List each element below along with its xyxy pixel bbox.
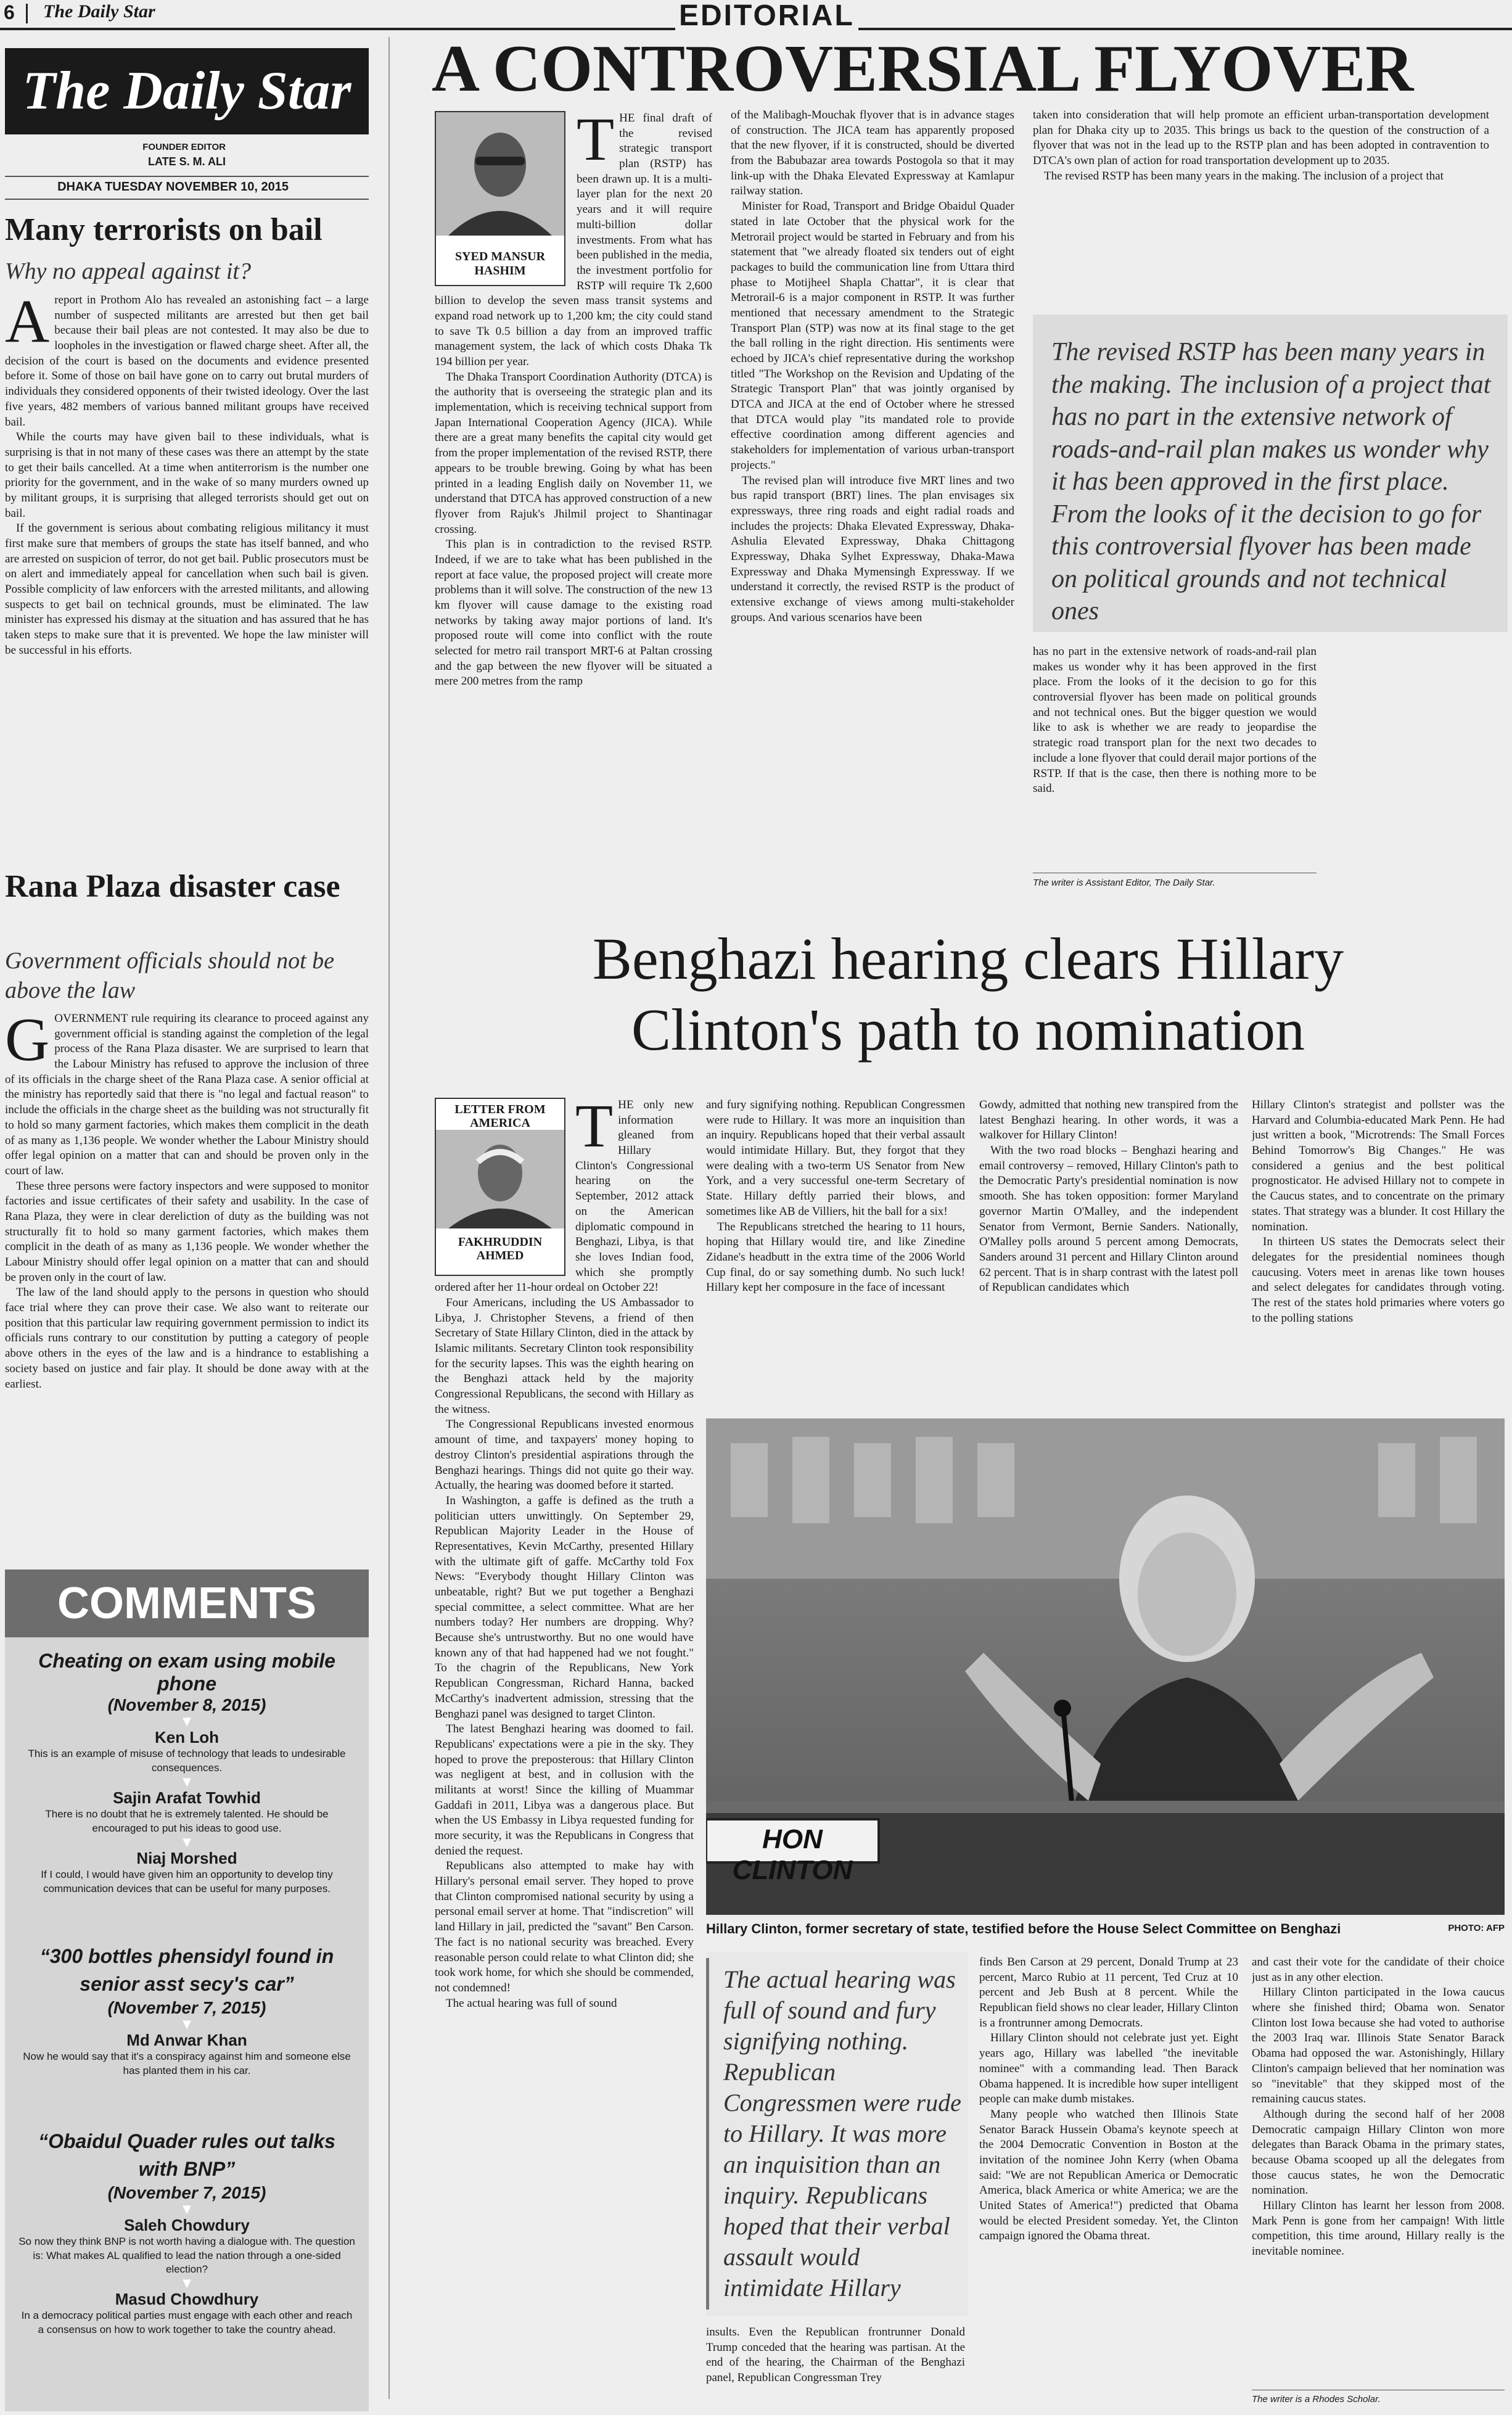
chevron-down-icon: ▼ [183, 2277, 191, 2290]
paragraph: has no part in the extensive network of roads-and-rail plan makes us wonder why it has been approved in the first place. From the looks of it the decision to go for this controversial flyover has been made on political grounds and not technical ones. But the bigger question we would like to ask is whether we are ready to jeopardise the strategic road transport plan for the next two decades to include a lone flyover that could derail major portions of the RSTP. If that is the case, then there is nothing more to be said. [1033, 645, 1317, 796]
paragraph: Many people who watched then Illinois State Senator Barack Hussein Obama's keynote speech at the 2004 Democratic Convention in Boston at the invitation of the nominee John Kerry (when Obama said: "We are not Republican America or Democratic America, black America or white America; we are the United States of America!") predicted that Obama would be elected President someday. Yet, the Clinton campaign ignored the Obama threat. [979, 2107, 1238, 2243]
flyover-headline: A CONTROVERSIAL FLYOVER [432, 32, 1414, 105]
commenter-name: Niaj Morshed [136, 1848, 237, 1867]
photo-spacer [435, 111, 577, 291]
paragraph: The Dhaka Transport Coordination Authority (DTCA) is the authority that is overseeing the strategic plan and its implementation, which is receiving technical support from Japan International Cooperation Agency (JICA). While there are a great many benefits the capital city would get from the proper implementation of the revised RSTP, there appears to be trouble brewing. Going by what has been printed in a leading English daily on November 11, we understand that DTCA has approved construction of a new flyover from Rajuk's Jhilmil project to Shantinagar crossing. [435, 370, 712, 536]
benghazi-column-4-top [1252, 1098, 1505, 1400]
paragraph: If the government is serious about combating religious militancy it must first make sure that members of groups the state has itself banned, and who are arrested on suspicion of terror, do not get bail. Public prosecutors must be on alert and immediately appeal for cancellation when such bail is given. Possible complicity of law enforcers with the arrested militants, and allowing suspects to get bail on technical grounds, must be eliminated. The law minister has expressed his dismay at the situation and has assured that he has taken steps to make sure that it is prevented. We hope the law minister will be successful in his efforts. [5, 522, 369, 657]
paragraph: Although during the second half of her 2008 Democratic campaign Hillary Clinton won more delegates than Barack Obama in the primary states, because Obama scooped up all the delegates from those caucus states, he won the Democratic nomination. [1252, 2107, 1505, 2197]
page-number: 6 [4, 1, 15, 23]
flyover-column-3-top [1033, 108, 1489, 305]
pull-quote: The actual hearing was full of sound and fury signifying nothing. Republican Congressmen were rude to Hillary. It was more an inquisition than an inquiry. Republicans hoped that their verbal assault would intimidate Hillary [723, 1965, 961, 2302]
quote-bar [706, 1958, 709, 2310]
comment-date: (November 7, 2015) [107, 2183, 266, 2202]
chevron-down-icon: ▼ [183, 1835, 191, 1849]
benghazi-headline-line2: Clinton's path to nomination [631, 997, 1305, 1063]
paragraph: HE only new information gleaned from Hillary Clinton's Congressional hearing on the September, 2012 attack on the American diplomatic compound in Benghazi, Libya, is that she loves Indian food, which she promptly ordered after her 11-hour ordeal on October 22! [435, 1098, 694, 1294]
paragraph: Hillary Clinton should not celebrate just yet. Eight years ago, Hillary was labelled "the inevitable nominee" with a commanding lead. Then Barack Obama happened. It is incredible how super intelligent people can make dumb mistakes. [979, 2031, 1238, 2106]
paragraph: Hillary Clinton has learnt her lesson from 2008. Mark Penn is gone from her campaign! With little competition, this time around, Hillary really is the inevitable nominee. [1252, 2199, 1505, 2258]
editorial-1-title: Many terrorists on bail [5, 212, 323, 247]
masthead-small: The Daily Star [43, 1, 155, 22]
column-rule [388, 37, 390, 2399]
dateline-rule-top [5, 176, 369, 177]
benghazi-column-4-bottom [1252, 1955, 1505, 2387]
benghazi-headline-line1: Benghazi hearing clears Hillary [592, 926, 1344, 992]
founder-label: FOUNDER EDITOR [142, 142, 226, 152]
chevron-down-icon: ▼ [183, 1715, 191, 1728]
paragraph: The Congressional Republicans invested enormous amount of time, and taxpayers' money hoping to destroy Clinton's presidential aspirations through the Benghazi hearings. Things did not quite go their way. Actually, the hearing was doomed before it started. [435, 1418, 694, 1492]
masthead-logo: The Daily Star [5, 48, 369, 134]
chevron-down-icon: ▼ [183, 1775, 191, 1788]
editorial-1-subtitle: Why no appeal against it? [5, 258, 251, 284]
dateline-rule-bottom [5, 199, 369, 200]
benghazi-column-3-top [979, 1098, 1238, 1400]
comment-topic: “300 bottles phensidyl found in senior asst secy's car” [39, 1945, 334, 1995]
section-title: EDITORIAL [675, 0, 858, 33]
paragraph: While the courts may have given bail to these individuals, what is surprising is that in not many of these cases was there an attempt by the state to get their bails cancelled. At a time when antiterrorism is the number one priority for the government, and in the wake of so many murders owned up by militant groups, it is surprising that alleged terrorists should get out on bail. [5, 430, 369, 520]
paragraph: Minister for Road, Transport and Bridge Obaidul Quader stated in late October that the physical work for the Metrorail project would be started in February and from his statement that "we already floated six tenders out of eight packages to build the communication line from Uttara third phase to Motijheel Shapla Chattar", it is clear that Metrorail-6 is a major component in RSTP. It was further mentioned that necessary amendment to the Strategic Transport Plan (STP) was now at its final stage to the get the ball rolling in the right direction. His sentiments were echoed by JICA's chief representative during the workshop titled "The Workshop on the Revision and Updating of the Strategic Transport Plan" that was jointly organised by DTCA and JICA at the end of October where he stressed that DTCA would play "its mandated role to provide effective coordination among different agencies and stakeholders for implementation of various urban-transport projects." [731, 200, 1014, 472]
paragraph: The revised RSTP has been many years in the making. The inclusion of a project that [1044, 169, 1444, 183]
comment-topic: “Obaidul Quader rules out talks with BNP” [38, 2130, 335, 2180]
photo-spacer [435, 1098, 575, 1280]
comment-text: So now they think BNP is not worth having a dialogue with. The question is: What makes AL qualified to lead the nation through a one-sided election? [18, 2235, 355, 2276]
paragraph: insults. Even the Republican frontrunner Donald Trump conceded that the hearing was partisan. At the end of the hearing, the Chairman of the Benghazi panel, Republican Congressman Trey [706, 2326, 965, 2385]
paragraph: Four Americans, including the US Ambassador to Libya, J. Christopher Stevens, a friend of then Secretary of State Hillary Clinton, died in the attack by Islamic militants. Secretary Clinton took responsibility for the security lapses. This was the eighth hearing on the Benghazi attack held by the majority Congressional Republicans, the second with Hillary as the witness. [435, 1296, 694, 1416]
comment-date: (November 8, 2015) [107, 1695, 266, 1714]
paragraph: report in Prothom Alo has revealed an astonishing fact – a large number of suspected militants are arrested but then get bail because their bail pleas are not contested. It may also be due to loopholes in the investigation or flawed charge sheet. After all, the decision of the court is based on the documents and evidence presented before it. Some of those on bail have gone on to carry out brutal murders of individuals they considered opponents of their twisted ideology. Over the last five years, 482 members of various banned militant groups have received bail. [5, 294, 369, 429]
comment-text: There is no doubt that he is extremely talented. He should be encouraged to put his ideas to good use. [45, 1808, 329, 1834]
comments-box [5, 1570, 369, 2411]
paragraph: The latest Benghazi hearing was doomed to fail. Republicans' expectations were a pie in the sky. They hoped to prove the preposterous: that Hillary Clinton was negligent at best, and in collusion with the militants at worst! Since the killing of Muammar Gaddafi in 2011, Libya was a dangerous place. But when the US Embassy in Libya requested funding for more security, it was the Republicans in Congress that denied the request. [435, 1722, 694, 1858]
paragraph: This plan is in contradiction to the revised RSTP. Indeed, if we are to take what has been published in the report at face value, the proposed project will create more problems than it will solve. The construction of the new 13 km flyover will cause damage to the existing road networks by taking away major portions of land. It's proposed route will come into conflict with the route selected for metro rail transport MRT-6 at Paltan crossing and the gap between the new flyover will be situated a mere 200 metres from the ramp [435, 538, 712, 688]
paragraph: Hillary Clinton's strategist and pollster was the Harvard and Columbia-educated Mark Penn. He had just written a book, "Microtrends: The Small Forces Behind Tomorrow's Big Changes." He was considered a genius and the best political prognosticator. He advised Hillary not to compete in the Caucus states, and to concentrate on the primary states. That strategy was a blunder. It cost Hillary the nomination. [1252, 1098, 1505, 1233]
photo-caption: Hillary Clinton, former secretary of state, testified before the House Select Committee on Benghazi [706, 1921, 1341, 1936]
dropcap: T [577, 111, 615, 173]
dropcap: A [5, 293, 50, 355]
writer-note: The writer is Assistant Editor, The Daily Star. [1033, 878, 1215, 888]
editorial-2-title: Rana Plaza disaster case [5, 869, 340, 904]
column-label: LETTER FROM AMERICA [454, 1103, 546, 1130]
paragraph: and fury signifying nothing. Republican Congressmen were rude to Hillary. It was more an inquisition than an inquiry. Republicans hoped that their verbal assault would intimidate Hillary. But, they forgot that they were dealing with a two-term US Senator from New York, and a very successful one-term Secretary of State. Hillary deftly parried their blows, and sometimes like AB de Villiers, hit the ball for a six! [706, 1098, 965, 1218]
flyover-column-3-bottom [1033, 644, 1317, 866]
flyover-column-1 [435, 111, 712, 894]
author-name: FAKHRUDDIN AHMED [458, 1235, 543, 1262]
dateline: DHAKA TUESDAY NOVEMBER 10, 2015 [57, 180, 289, 194]
chevron-down-icon: ▼ [183, 2017, 191, 2031]
commenter-name: Sajin Arafat Towhid [113, 1788, 261, 1807]
benghazi-column-2-top [706, 1098, 965, 1400]
paragraph: finds Ben Carson at 29 percent, Donald Trump at 23 percent, Marco Rubio at 11 percent, Ted Cruz at 10 percent and Jeb Bush at 8 percent. While the Republican field shows no clear leader, Hillary Clinton is a frontrunner among Democrats. [979, 1956, 1238, 2030]
comment-text: Now he would say that it's a conspiracy against him and someone else has planted them in his car. [23, 2050, 351, 2076]
commenter-name: Ken Loh [155, 1728, 219, 1746]
chevron-down-icon: ▼ [183, 2202, 191, 2216]
paragraph: Hillary Clinton participated in the Iowa caucus where she finished third; Obama won. Senator Clinton lost Iowa because she had voted to authorise the 2003 Iraq war. Illinois State Senator Barack Obama had opposed the war. Astonishingly, Hillary Clinton's campaign believed that her nomination was so "inevitable" that they skipped most of the remaining caucus states. [1252, 1986, 1505, 2106]
paragraph: The Republicans stretched the hearing to 11 hours, hoping that Hillary would tire, and like Zinedine Zidane's headbutt in the extra time of the 2006 World Cup final, do or say something dumb. No such luck! Hillary kept her composure in the face of incessant [706, 1220, 965, 1294]
dropcap: T [575, 1098, 614, 1160]
paragraph: In Washington, a gaffe is defined as the truth a politician utters unwittingly. On September 29, Republican Majority Leader in the House of Representatives, Kevin McCarthy, presented Hillary with the ultimate gift of gaffe. McCarthy told Fox News: "Everybody thought Hillary Clinton was unbeatable, right? But we put together a Benghazi special committee, a select committee. What are her numbers today? Her numbers are dropping. Why? Because she's untrustworthy. But no one would have known any of that had happened had we not fought." To the chagrin of the Republicans, New York Republican Congressman, Richard Hanna, backed McCarthy's inadvertent admission, stressing that the Benghazi panel was designed to target Clinton. [435, 1494, 694, 1721]
commenter-name: Md Anwar Khan [126, 2030, 247, 2049]
photo-credit: PHOTO: AFP [1448, 1923, 1505, 1933]
paragraph: taken into consideration that will help promote an efficient urban-transportation development plan for Dhaka city up to 2035. This brings us back to the question of the construction of a flyover that was not in the lead up to the RSTP plan and has been adopted in contravention to DTCA's own plan of action for road transportation development up to 2035. [1033, 109, 1489, 168]
paragraph: These three persons were factory inspectors and were supposed to monitor factories and issue certificates of their safety and usability. In the case of Rana Plaza, they were in clear dereliction of duty as the building was not structurally fit to hold so many garment factories, which makes them complicit in the death of as many as 1,136 people. We wonder whether the Labour Ministry should offer legal opinion on a matter that can and should be proven only in the court of law. [5, 1179, 369, 1284]
paragraph: HE final draft of the revised strategic transport plan (RSTP) has been drawn up. It is a multi-layer plan for the next 20 years and it will require multi-billion dollar investments. From what has been published in the media, the investment portfolio for RSTP will require Tk 2,600 billion to develop the seven mass transit systems and expand road network up to 1,200 km; the city could stand to save Tk 0.5 billion a day from an improved traffic management system, the lack of which costs Dhaka Tk 194 billion per year. [435, 112, 712, 368]
comment-topic: Cheating on exam using mobile phone [38, 1650, 335, 1695]
comment-text: In a democracy political parties must engage with each other and reach a consensus on how to work together to take the country ahead. [21, 2310, 353, 2336]
comment-text: This is an example of misuse of technology that leads to undesirable consequences. [28, 1748, 346, 1774]
paragraph: With the two road blocks – Benghazi hearing and email controversy – removed, Hillary Clinton's path to the Democratic Party's presidential nomination is now smooth. She has token opposition: former Maryland governor Martin O'Malley, and the independent Senator from Vermont, Bernie Sanders. Nationally, O'Malley polls around 5 percent among Democrats, Sanders around 31 percent and Hillary Clinton around 62 percent. That is in sharp contrast with the latest poll of Republican candidates which [979, 1144, 1238, 1294]
comment-date: (November 7, 2015) [107, 1997, 266, 2017]
benghazi-column-1 [435, 1098, 694, 2405]
paragraph: In thirteen US states the Democrats select their delegates for the presidential nominees though caucusing. Voters meet in arenas like town houses and select delegates for candidates through voting. The rest of the states hold primaries where voters go to the polling stations [1252, 1235, 1505, 1325]
author-name: SYED MANSUR HASHIM [454, 250, 546, 278]
founder-name: LATE S. M. ALI [148, 155, 226, 168]
paragraph: and cast their vote for the candidate of their choice just as in any other election. [1252, 1956, 1505, 1984]
comment-group [17, 1650, 356, 1896]
paragraph: Gowdy, admitted that nothing new transpired from the latest Benghazi hearing. In other words, it was a walkover for Hillary Clinton! [979, 1098, 1238, 1142]
benghazi-column-3-bottom [979, 1955, 1238, 2411]
editorial-2-subtitle: Government officials should not be above the law [5, 948, 335, 1003]
benghazi-pull-quote-box [706, 1952, 968, 2316]
commenter-name: Saleh Chowdury [124, 2215, 250, 2234]
header-divider [26, 4, 28, 23]
paragraph: of the Malibagh-Mouchak flyover that is in advance stages of construction. The JICA team has apparently proposed that the new flyover, if it is constructed, should be diverted from the Babubazar area towards Postogola so that it may link-up with the Dhaka Elevated Expressway at Kamlapur railway station. [731, 109, 1014, 198]
comment-group [17, 1943, 356, 2078]
editorial-1-body [5, 293, 369, 854]
paragraph: OVERNMENT rule requiring its clearance to proceed against any government official is standing against the completion of the legal process of the Rana Plaza disaster. We are surprised to learn that the Labour Ministry has refused to approve the inclusion of three of its officials in the charge sheet of the Rana Plaza case. A senior official at the ministry has reportedly said that there is "no legal and factual reason" to include the officials in the charge sheet as the building was not structurally fit to hold so many garment factories, which makes them complicit in the death of as many as 1,136 people. We wonder whether the Labour Ministry should offer legal opinion on a matter that can and should be proven only in the court of law. [5, 1012, 369, 1177]
editorial-2-body [5, 1011, 369, 1542]
paragraph: The law of the land should apply to the persons in question who should face trial where they can prove their case. We also want to reiterate our position that this particular law requiring government permission to indict its officials runs contrary to our constitution by putting a category of people above others in the eyes of the law and is a hindrance to establishing a society based on justice and fair play. It should be done away with at the earliest. [5, 1286, 369, 1391]
flyover-pull-quote-box [1033, 315, 1508, 632]
commenter-name: Masud Chowdhury [115, 2290, 259, 2309]
comments-heading: COMMENTS [5, 1570, 369, 1637]
writer-note: The writer is a Rhodes Scholar. [1252, 2394, 1381, 2405]
comment-group [17, 2128, 356, 2337]
pull-quote: The revised RSTP has been many years in the making. The inclusion of a project that has no part in the extensive network of roads-and-rail plan makes us wonder why it has been approved in the first place. From the looks of it the decision to go for this controversial flyover has been made on political grounds and not technical ones [1051, 338, 1491, 625]
dropcap: G [5, 1011, 50, 1074]
flyover-column-2 [731, 108, 1014, 894]
benghazi-column-2-bottom [706, 2325, 965, 2411]
comment-text: If I could, I would have given him an opportunity to develop tiny communication devices that can be useful for many purposes. [41, 1868, 333, 1895]
paragraph: Republicans also attempted to make hay with Hillary's personal email server. They hoped to prove that Clinton compromised national security by using a personal email server at home. That "indiscretion" will land Hillary in jail, predicted the "savant" Ben Carson. The fact is no national security was breached. Every reasonable person could relate to what Clinton did; she took work home, for which she should be commended, not condemned! [435, 1859, 694, 1994]
nameplate: HON CLINTON [732, 1824, 853, 1885]
paragraph: The actual hearing was full of sound [446, 1996, 617, 2010]
hillary-photo [706, 1418, 1505, 1915]
paragraph: The revised plan will introduce five MRT lines and two bus rapid transport (BRT) lines. The plan envisages six expressways, three ring roads and eight radial roads and includes the projects: Dhaka Elevated Expressway, Dhaka-Ashulia Elevated Expressway, Dhaka Chittagong Expressway, Dhaka Sylhet Expressway, Dhaka-Mawa Expressway and Dhaka Mymensingh Expressway. If we understand it correctly, the revised RSTP is the product of extensive exchange of views among multi-stakeholder groups. And various scenarios have been [731, 474, 1014, 624]
